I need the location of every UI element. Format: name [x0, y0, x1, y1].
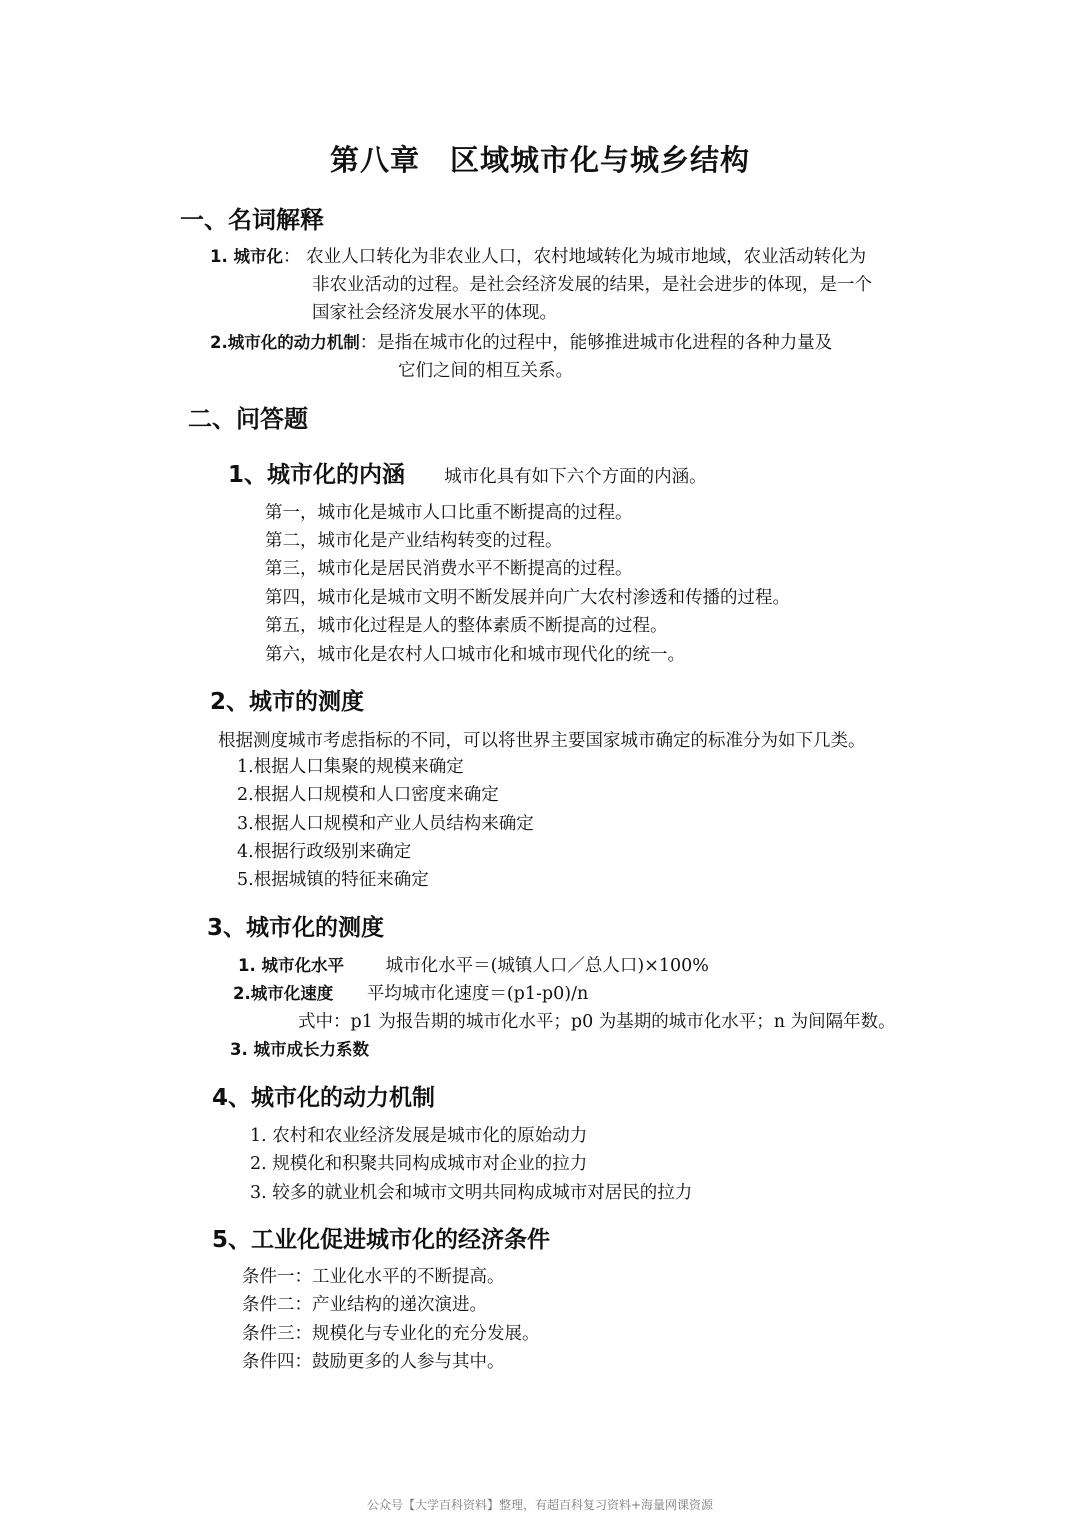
list-item: 3. 较多的就业机会和城市文明共同构成城市对居民的拉力: [250, 1183, 693, 1203]
list-item: 第四，城市化是城市文明不断发展并向广大农村渗透和传播的过程。: [265, 588, 790, 608]
page-title: 第八章 区域城市化与城乡结构: [329, 143, 750, 177]
term-definition-line: 非农业活动的过程。是社会经济发展的结果，是社会进步的体现，是一个: [312, 275, 872, 295]
question-heading: 4、城市化的动力机制: [212, 1085, 436, 1111]
term-definition-line: 它们之间的相互关系。: [398, 361, 573, 381]
formula-text: 城市化水平＝(城镇人口／总人口)×100%: [385, 956, 709, 976]
term-colon: ：: [283, 247, 301, 267]
list-item: 1. 农村和农业经济发展是城市化的原始动力: [250, 1126, 588, 1146]
question-1: [228, 456, 707, 491]
term-definition-line: 国家社会经济发展水平的体现。: [312, 303, 557, 323]
formula-note: 式中：p1 为报告期的城市化水平；p0 为基期的城市化水平；n 为间隔年数。: [298, 1012, 896, 1032]
list-item: 第五，城市化过程是人的整体素质不断提高的过程。: [265, 616, 668, 636]
list-item: 2.根据人口规模和人口密度来确定: [237, 785, 499, 805]
term-definition-line: 农业人口转化为非农业人口，农村地域转化为城市地域，农业活动转化为: [306, 247, 867, 267]
formula-row: [238, 952, 709, 980]
list-item: 4.根据行政级别来确定: [237, 842, 412, 862]
question-heading: 3、城市化的测度: [207, 915, 385, 941]
list-item: 2. 规模化和积聚共同构成城市对企业的拉力: [250, 1154, 588, 1174]
list-item: 条件三：规模化与专业化的充分发展。: [242, 1324, 540, 1344]
term-label: 2.城市化的动力机制: [210, 333, 360, 352]
list-item: 条件四：鼓励更多的人参与其中。: [242, 1352, 505, 1372]
list-item: 条件二：产业结构的递次演进。: [242, 1295, 487, 1315]
term-2: [210, 329, 832, 357]
list-item: 1.根据人口集聚的规模来确定: [237, 757, 464, 777]
question-intro: 根据测度城市考虑指标的不同，可以将世界主要国家城市确定的标准分为如下几类。: [218, 731, 866, 751]
section-heading-definitions: 一、名词解释: [180, 206, 324, 234]
list-item: 第三，城市化是居民消费水平不断提高的过程。: [265, 559, 633, 579]
question-heading: 1、城市化的内涵: [228, 462, 406, 488]
formula-text: 平均城市化速度＝(p1-p0)/n: [366, 984, 589, 1004]
list-item: 5.根据城镇的特征来确定: [237, 870, 429, 890]
list-item: 条件一：工业化水平的不断提高。: [242, 1267, 505, 1287]
term-label: 1. 城市化: [210, 247, 283, 266]
term-definition-line: 是指在城市化的过程中，能够推进城市化进程的各种力量及: [377, 333, 833, 353]
question-intro: 城市化具有如下六个方面的内涵。: [444, 467, 707, 487]
question-heading: 5、工业化促进城市化的经济条件: [212, 1227, 551, 1253]
formula-label: 3. 城市成长力系数: [230, 1040, 369, 1059]
term-1: [210, 243, 866, 271]
formula-label: 2.城市化速度: [233, 984, 334, 1003]
formula-label: 1. 城市化水平: [238, 956, 344, 975]
page-footer: 公众号【大学百科资料】整理，有超百科复习资料+海量网课资源: [366, 1498, 714, 1512]
list-item: 第二，城市化是产业结构转变的过程。: [265, 531, 563, 551]
term-colon: ：: [359, 333, 378, 353]
list-item: 第一，城市化是城市人口比重不断提高的过程。: [265, 503, 633, 523]
formula-row: [233, 980, 588, 1008]
list-item: 3.根据人口规模和产业人员结构来确定: [237, 814, 534, 834]
list-item: 第六，城市化是农村人口城市化和城市现代化的统一。: [265, 645, 685, 665]
formula-row: [230, 1036, 369, 1064]
section-heading-questions: 二、问答题: [188, 405, 308, 433]
question-heading: 2、城市的测度: [210, 689, 365, 715]
